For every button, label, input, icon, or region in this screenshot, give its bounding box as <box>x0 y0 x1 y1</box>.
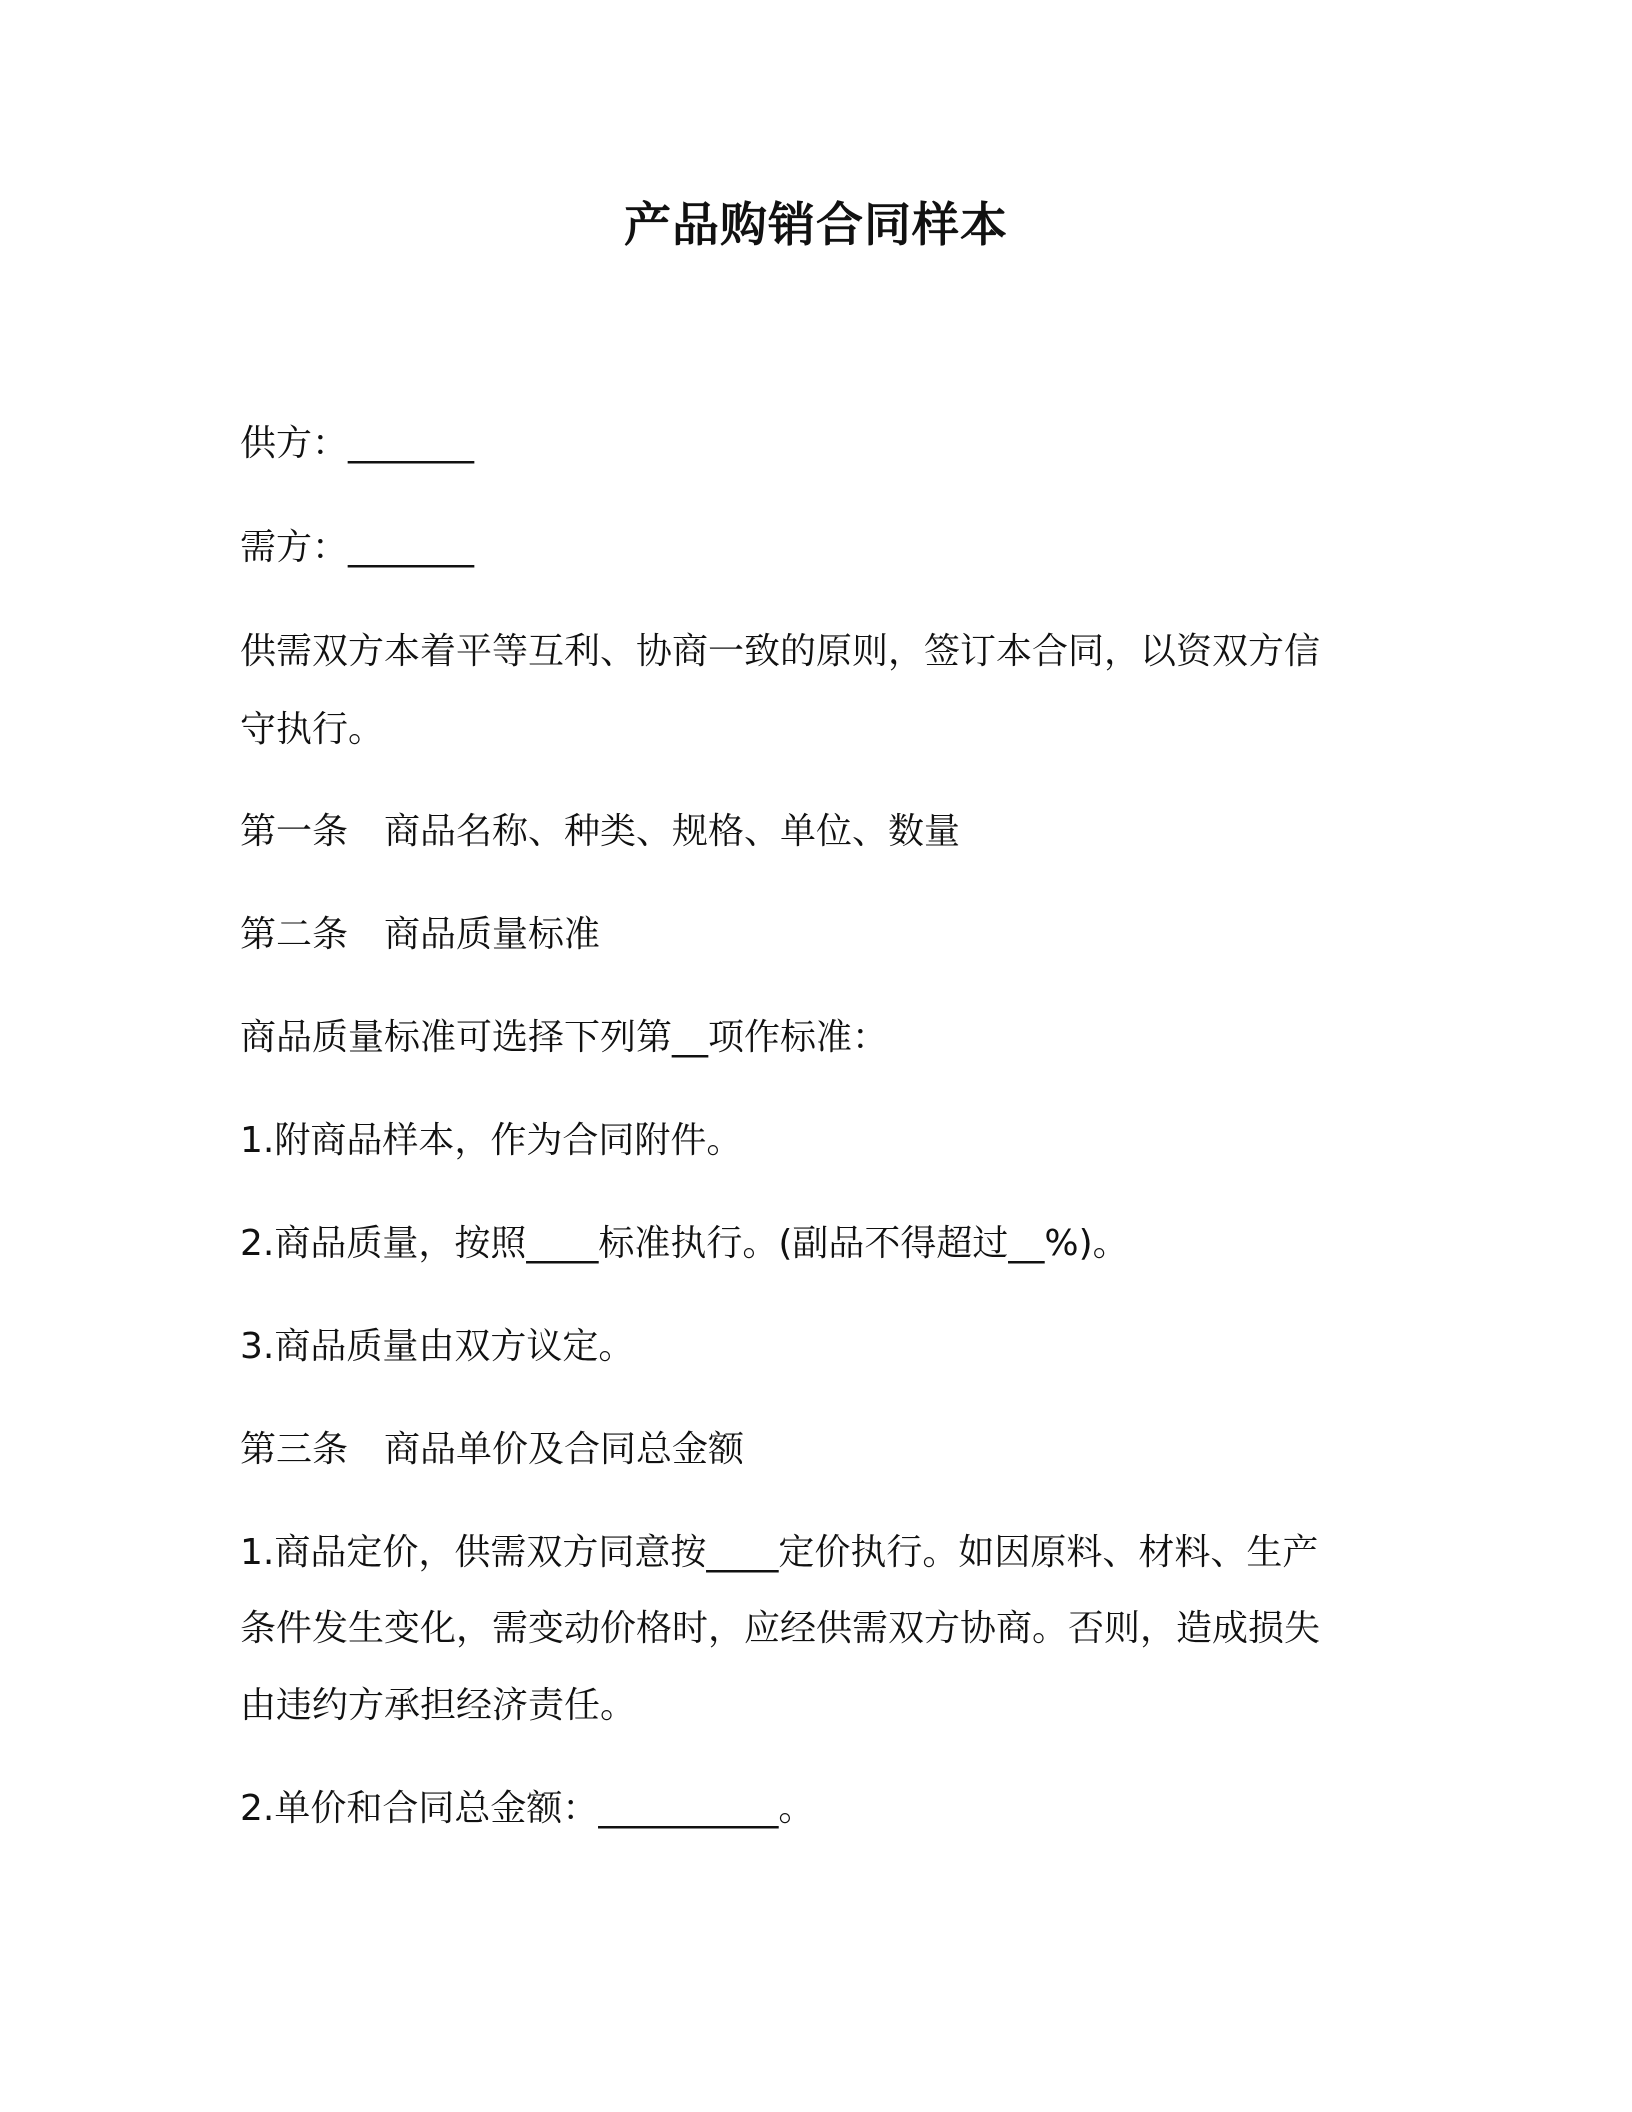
supplier-line: 供方：_______ <box>240 423 475 464</box>
preamble-line-2: 守执行。 <box>240 709 385 750</box>
article-1-heading: 第一条 商品名称、种类、规格、单位、数量 <box>240 811 961 852</box>
total-amount-line: 2.单价和合同总金额：__________。 <box>240 1788 815 1829</box>
document-title: 产品购销合同样本 <box>624 198 1008 253</box>
preamble-line-1: 供需双方本着平等互利、协商一致的原则，签订本合同，以资双方信 <box>240 631 1321 672</box>
quality-option-2: 2.商品质量，按照____标准执行。(副品不得超过__%)。 <box>240 1223 1129 1264</box>
pricing-clause-line-2: 条件发生变化，需变动价格时，应经供需双方协商。否则，造成损失 <box>240 1608 1321 1649</box>
pricing-clause-line-1: 1.商品定价，供需双方同意按____定价执行。如因原料、材料、生产 <box>240 1532 1319 1573</box>
quality-standard-intro: 商品质量标准可选择下列第__项作标准： <box>240 1017 889 1058</box>
pricing-clause-line-3: 由违约方承担经济责任。 <box>240 1685 637 1726</box>
article-2-heading: 第二条 商品质量标准 <box>240 914 601 955</box>
article-3-heading: 第三条 商品单价及合同总金额 <box>240 1429 745 1470</box>
quality-option-1: 1.附商品样本，作为合同附件。 <box>240 1120 743 1161</box>
buyer-line: 需方：_______ <box>240 527 475 568</box>
quality-option-3: 3.商品质量由双方议定。 <box>240 1326 635 1367</box>
